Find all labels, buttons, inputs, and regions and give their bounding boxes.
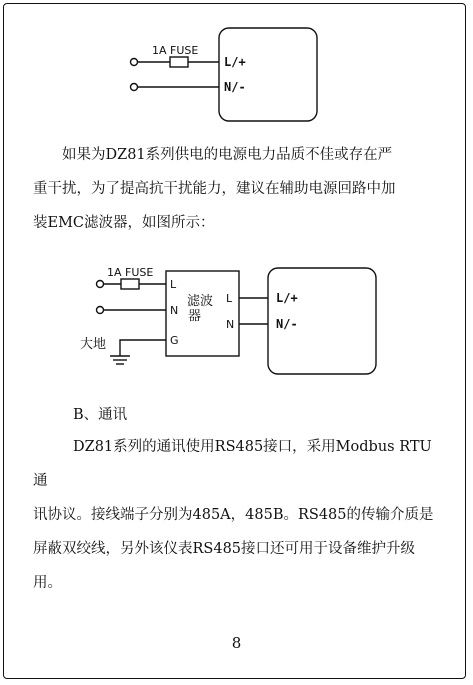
input-terminal-l — [131, 59, 138, 66]
fuse-label: 1A FUSE — [107, 266, 154, 279]
fuse-symbol — [170, 57, 188, 67]
filter-input-l: L — [170, 278, 177, 291]
terminal-label-n: N/- — [276, 317, 298, 331]
paragraph-emc-filter — [33, 138, 438, 240]
paragraph-line: 如果为DZ81系列供电的电源电力品质不佳或存在严 — [62, 147, 393, 163]
terminal-label-n: N/- — [224, 80, 246, 94]
terminal-label-l: L/+ — [276, 291, 298, 305]
wiring-diagram-fuse — [0, 0, 473, 130]
paragraph-line: DZ81系列的通讯使用RS485接口，采用Modbus RTU通 — [33, 439, 432, 489]
fuse-symbol — [121, 279, 139, 289]
filter-input-n: N — [170, 304, 179, 317]
ground-label: 大地 — [80, 337, 107, 352]
terminal-label-l: L/+ — [224, 55, 246, 69]
input-terminal-n — [97, 307, 104, 314]
paragraph-line: 屏蔽双绞线，另外该仪表RS485接口还可用于设备维护升级 — [33, 541, 416, 557]
paragraph-communication — [33, 430, 438, 600]
paragraph-line: 重干扰，为了提高抗干扰能力，建议在辅助电源回路中加 — [33, 181, 396, 197]
page-number: 8 — [231, 634, 242, 652]
filter-input-g: G — [170, 334, 179, 347]
paragraph-line: 讯协议。接线端子分别为485A，485B。RS485的传输介质是 — [33, 507, 434, 523]
filter-label: 器 — [188, 309, 202, 324]
filter-output-l: L — [226, 292, 233, 305]
device-box — [219, 28, 317, 121]
fuse-label: 1A FUSE — [152, 44, 199, 57]
section-heading: B、通讯 — [73, 407, 128, 423]
wiring-diagram-emc-filter — [0, 258, 473, 388]
filter-output-n: N — [226, 318, 235, 331]
input-terminal-l — [97, 281, 104, 288]
input-terminal-n — [131, 84, 138, 91]
paragraph-line: 用。 — [33, 575, 62, 591]
paragraph-line: 装EMC滤波器，如图所示： — [33, 215, 215, 231]
filter-label: 滤波 — [187, 294, 214, 309]
